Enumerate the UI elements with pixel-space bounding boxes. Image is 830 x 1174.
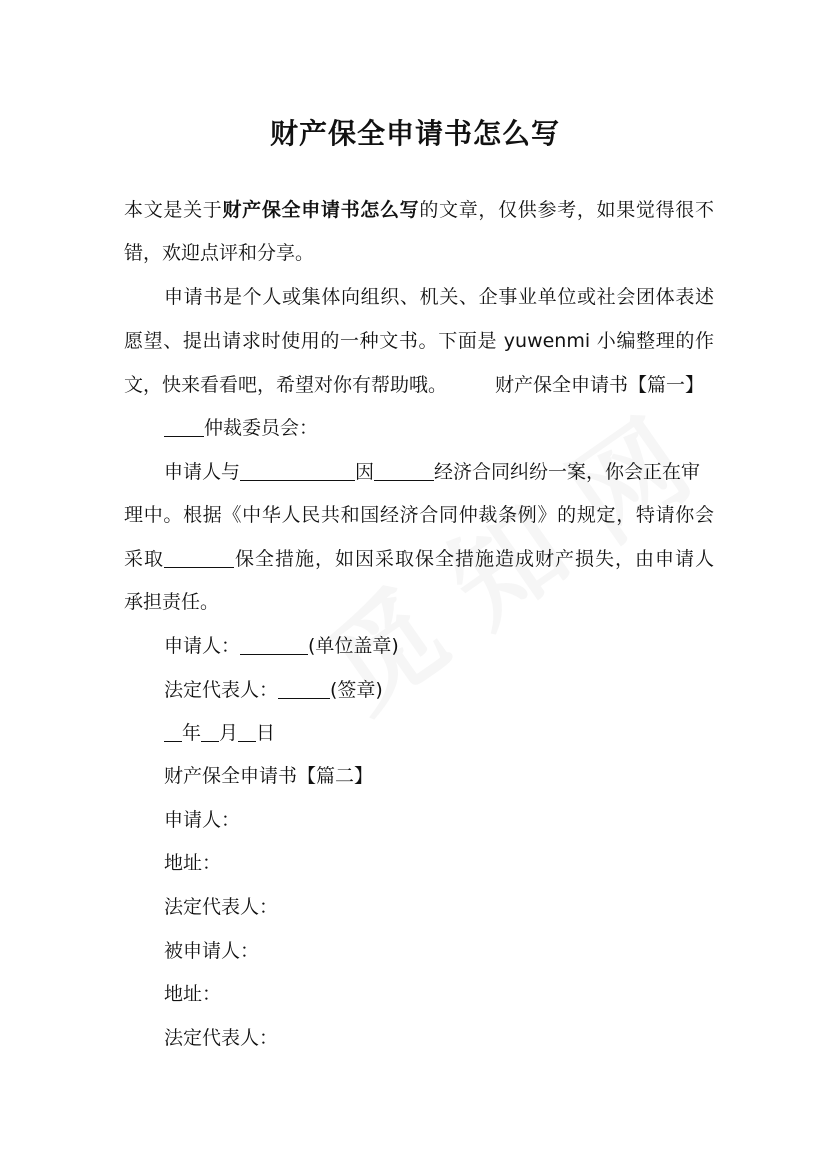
para1-line-2: 愿望、提出请求时使用的一种文书。下面是 yuwenmi 小编整理的作 xyxy=(124,330,714,352)
part2-field: 法定代表人： xyxy=(164,1027,279,1049)
intro-line-1: 本文是关于财产保全申请书怎么写的文章，仅供参考，如果觉得很不 xyxy=(124,199,714,221)
applicant-blank xyxy=(240,456,355,481)
applicant-sign-blank xyxy=(240,630,308,655)
part2-field: 地址： xyxy=(164,852,222,874)
month-blank xyxy=(201,717,219,742)
page-title: 财产保全申请书怎么写 xyxy=(269,117,560,150)
para1-line-3: 文，快来看看吧，希望对你有帮助哦。 财产保全申请书【篇一】 xyxy=(124,374,705,396)
para2-line-3: 采取 保全措施，如因采取保全措施造成财产损失，由申请人 xyxy=(124,538,714,581)
day-blank xyxy=(238,717,256,742)
part2-field: 被申请人： xyxy=(164,940,260,962)
rep-sign-line: 法定代表人： (签章) xyxy=(164,669,714,712)
applicant-sign-line: 申请人： (单位盖章) xyxy=(164,625,714,668)
intro-bold-title: 财产保全申请书怎么写 xyxy=(222,199,420,221)
part2-field: 地址： xyxy=(164,983,222,1005)
committee-line: 仲裁委员会： xyxy=(164,407,714,450)
part1-heading: 财产保全申请书【篇一】 xyxy=(495,374,705,396)
para2-line-2: 理中。根据《中华人民共和国经济合同仲裁条例》的规定，特请你会 xyxy=(124,504,714,526)
rep-sign-blank xyxy=(278,674,330,699)
part2-field: 法定代表人： xyxy=(164,896,279,918)
para2-line-1: 申请人与 因 经济合同纠纷一案，你会正在审 xyxy=(164,451,714,494)
part2-field: 申请人： xyxy=(164,809,241,831)
reason-blank xyxy=(374,456,434,481)
date-line: 年 月 日 xyxy=(164,712,714,755)
intro-line-2: 错，欢迎点评和分享。 xyxy=(124,242,315,264)
para2-line-4: 承担责任。 xyxy=(124,591,220,613)
part2-heading: 财产保全申请书【篇二】 xyxy=(164,765,374,787)
committee-blank xyxy=(164,412,204,437)
measure-blank xyxy=(164,543,234,568)
year-blank xyxy=(164,717,182,742)
para1-line-1: 申请书是个人或集体向组织、机关、企事业单位或社会团体表述 xyxy=(164,286,714,308)
